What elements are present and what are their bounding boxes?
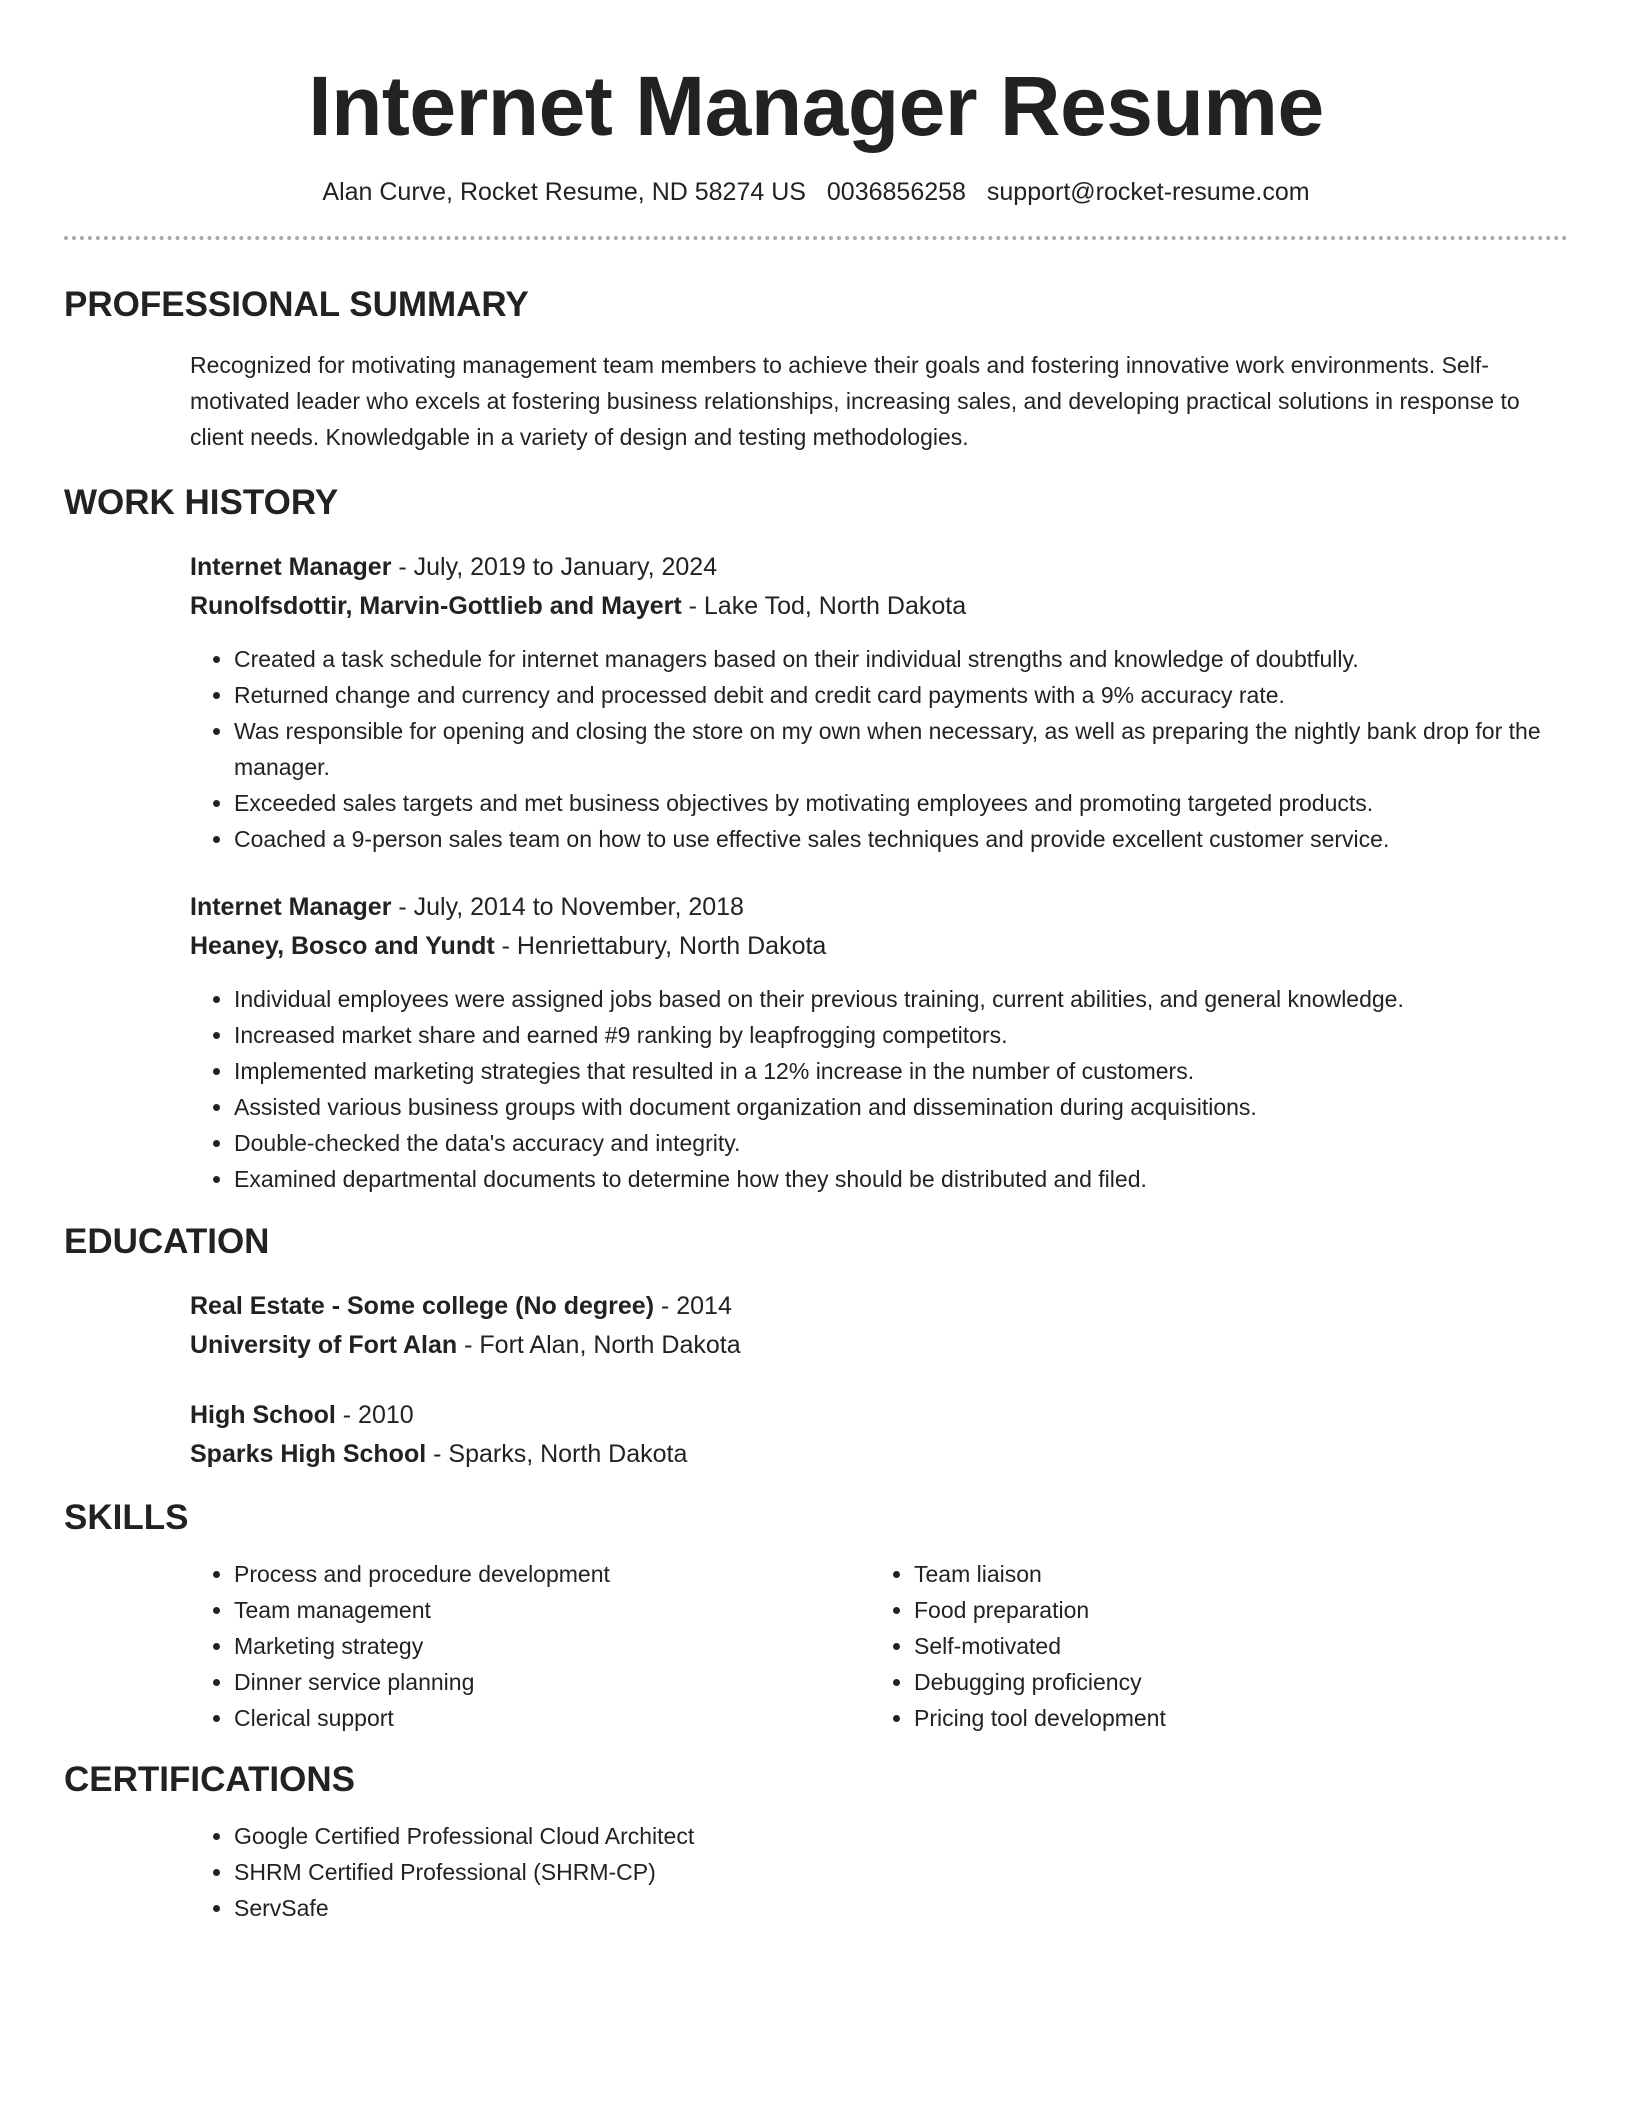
list-item: • Increased market share and earned #9 ranking by leapfrogging competitors. bbox=[234, 1017, 1568, 1053]
list-item: • Was responsible for opening and closing the store on my own when necessary, as well as preparing the nightly bank drop for the manager. bbox=[234, 713, 1568, 785]
skills-list bbox=[190, 1556, 870, 1736]
education-location: - Sparks, North Dakota bbox=[426, 1440, 688, 1468]
work-history-heading: WORK HISTORY bbox=[64, 483, 339, 522]
skill-item: • Food preparation bbox=[914, 1592, 1550, 1628]
job-bullet-list bbox=[190, 641, 1568, 857]
list-item: • Returned change and currency and processed debit and credit card payments with a 9% accuracy rate. bbox=[234, 677, 1568, 713]
summary-section bbox=[190, 347, 1568, 455]
job-title: Internet Manager bbox=[190, 553, 392, 581]
certifications-list bbox=[190, 1818, 1568, 1926]
skills-column-left bbox=[190, 1556, 870, 1736]
job-location: - Lake Tod, North Dakota bbox=[681, 592, 967, 620]
contact-address: Alan Curve, Rocket Resume, ND 58274 US bbox=[322, 178, 806, 206]
contact-line bbox=[64, 176, 1568, 208]
skill-item: • Clerical support bbox=[234, 1700, 870, 1736]
skill-item: • Dinner service planning bbox=[234, 1664, 870, 1700]
list-item: • Coached a 9-person sales team on how to use effective sales techniques and provide excellent customer service. bbox=[234, 821, 1568, 857]
skill-item: • Marketing strategy bbox=[234, 1628, 870, 1664]
job-bullet-list bbox=[190, 981, 1568, 1197]
certifications-section bbox=[190, 1818, 1568, 1926]
list-item: • Double-checked the data's accuracy and integrity. bbox=[234, 1125, 1568, 1161]
job-entry bbox=[190, 888, 1568, 1197]
education-year: - 2010 bbox=[335, 1401, 414, 1429]
contact-phone: 0036856258 bbox=[826, 178, 966, 206]
education-school-line bbox=[190, 1326, 1568, 1365]
skill-item: • Pricing tool development bbox=[914, 1700, 1550, 1736]
job-title: Internet Manager bbox=[190, 893, 392, 921]
certification-item: • ServSafe bbox=[234, 1890, 1568, 1926]
education-degree: Real Estate - Some college (No degree) bbox=[190, 1292, 655, 1320]
skills-heading: SKILLS bbox=[64, 1498, 189, 1537]
skill-item: • Debugging proficiency bbox=[914, 1664, 1550, 1700]
education-school-line bbox=[190, 1435, 1568, 1474]
resume-page bbox=[64, 0, 1568, 1926]
education-year: - 2014 bbox=[654, 1292, 732, 1320]
education-location: - Fort Alan, North Dakota bbox=[457, 1331, 741, 1359]
education-heading: EDUCATION bbox=[64, 1222, 270, 1261]
contact-email[interactable]: support@rocket-resume.com bbox=[986, 178, 1310, 206]
education-entry bbox=[190, 1396, 1568, 1474]
certification-item: • SHRM Certified Professional (SHRM-CP) bbox=[234, 1854, 1568, 1890]
certification-item: • Google Certified Professional Cloud Architect bbox=[234, 1818, 1568, 1854]
skills-grid bbox=[190, 1556, 1568, 1736]
job-company-line bbox=[190, 927, 1568, 966]
header-divider bbox=[64, 236, 1568, 240]
education-school: Sparks High School bbox=[190, 1440, 427, 1468]
list-item: • Assisted various business groups with document organization and dissemination during acquisitions. bbox=[234, 1089, 1568, 1125]
list-item: • Created a task schedule for internet managers based on their individual strengths and knowledge of doubtfully. bbox=[234, 641, 1568, 677]
job-title-line bbox=[190, 888, 1568, 927]
list-item: • Individual employees were assigned jobs based on their previous training, current abilities, and general knowledge. bbox=[234, 981, 1568, 1017]
job-dates: - July, 2014 to November, 2018 bbox=[391, 893, 744, 921]
job-location: - Henriettabury, North Dakota bbox=[494, 932, 827, 960]
education-school: University of Fort Alan bbox=[190, 1331, 458, 1359]
summary-heading: PROFESSIONAL SUMMARY bbox=[64, 285, 529, 324]
skill-item: • Team liaison bbox=[914, 1556, 1550, 1592]
education-degree: High School bbox=[190, 1401, 336, 1429]
list-item: • Exceeded sales targets and met business objectives by motivating employees and promoting targeted products. bbox=[234, 785, 1568, 821]
summary-text: Recognized for motivating management team members to achieve their goals and fostering innovative work environments. Self-motivated leader who excels at fostering business relationships, increasing sales, and developing practical solutions in response to client needs. Knowledgable in a variety of design and testing methodologies. bbox=[190, 352, 1520, 450]
job-dates: - July, 2019 to January, 2024 bbox=[391, 553, 718, 581]
education-entry bbox=[190, 1287, 1568, 1365]
skills-list bbox=[870, 1556, 1550, 1736]
list-item: • Examined departmental documents to determine how they should be distributed and filed. bbox=[234, 1161, 1568, 1197]
job-company-line bbox=[190, 587, 1568, 626]
skill-item: • Process and procedure development bbox=[234, 1556, 870, 1592]
resume-title: Internet Manager Resume bbox=[308, 59, 1324, 153]
job-company: Runolfsdottir, Marvin-Gottlieb and Mayert bbox=[190, 592, 682, 620]
certifications-heading: CERTIFICATIONS bbox=[64, 1760, 356, 1799]
skill-item: • Team management bbox=[234, 1592, 870, 1628]
skill-item: • Self-motivated bbox=[914, 1628, 1550, 1664]
job-company: Heaney, Bosco and Yundt bbox=[190, 932, 495, 960]
list-item: • Implemented marketing strategies that resulted in a 12% increase in the number of customers. bbox=[234, 1053, 1568, 1089]
job-entry bbox=[190, 548, 1568, 857]
education-degree-line bbox=[190, 1287, 1568, 1326]
education-degree-line bbox=[190, 1396, 1568, 1435]
job-title-line bbox=[190, 548, 1568, 587]
skills-column-right bbox=[870, 1556, 1550, 1736]
